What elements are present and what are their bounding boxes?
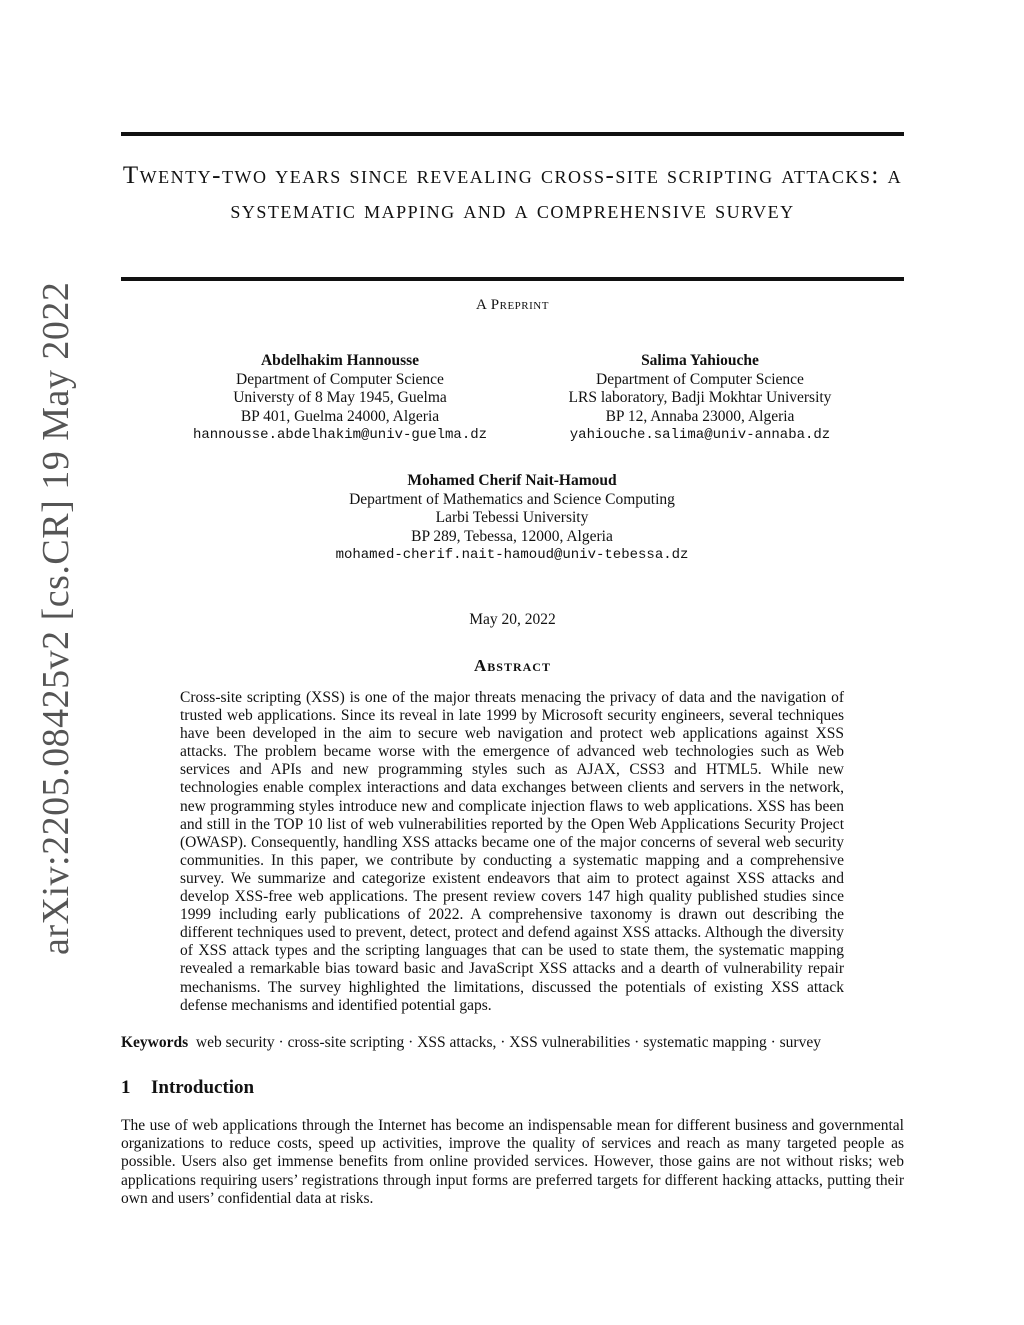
author-department: Department of Computer Science	[236, 370, 444, 388]
author-name: Mohamed Cherif Nait-Hamoud	[407, 472, 617, 489]
paper-title: Twenty-two years since revealing cross-site scripting attacks: a systematic mapping and a comprehensive survey	[122, 162, 903, 224]
keywords-list: web security · cross-site scripting · XSS attacks, · XSS vulnerabilities · systematic mapping · survey	[195, 1034, 821, 1051]
keywords-line	[121, 1034, 904, 1052]
top-rule	[121, 132, 904, 136]
author-address: BP 289, Tebessa, 12000, Algeria	[411, 527, 613, 545]
author-institution: Universty of 8 May 1945, Guelma	[233, 389, 447, 406]
author-name: Abdelhakim Hannousse	[260, 352, 420, 369]
author-block-1	[170, 352, 510, 445]
author-email[interactable]: mohamed-cherif.nait-hamoud@univ-tebessa.dz	[335, 547, 689, 563]
section-body-text: The use of web applications through the Internet has become an indispensable mean for different business and governmental organizations to reduce costs, speed up activities, improve the quality of services and reach as many targeted people as possible. Users also get immense benefits from online provided services. However, those gains are not without risks; web applications requiring users’ registrations through input forms are preferred targets for different hacking attacks, putting their own and users’ confidential data at risks.	[121, 1117, 904, 1207]
arxiv-identifier: arXiv:2205.08425v2 [cs.CR] 19 May 2022	[35, 281, 77, 955]
author-name: Salima Yahiouche	[641, 352, 759, 369]
abstract-text: Cross-site scripting (XSS) is one of the major threats menacing the privacy of data and the navigation of trusted web applications. Since its reveal in late 1999 by Microsoft security engineers, several techniques have been developed in the aim to secure web navigation and protect web applications against XSS attacks. The problem became worse with the emergence of advanced web technologies such as Web services and APIs and new programming styles such as AJAX, CSS3 and HTML5. While new technologies enable complex interactions and data exchanges between clients and servers in the network, new programming styles introduce new and complicate injection flaws to web applications. XSS has been and still in the TOP 10 list of web vulnerabilities reported by the Open Web Applications Security Project (OWASP). Consequently, handling XSS attacks became one of the major concerns of several web security communities. In this paper, we contribute by conducting a systematic mapping and a comprehensive survey. We summarize and categorize existent endeavors that aim to protect against XSS attacks and develop XSS-free web applications. The present review covers 147 high quality published studies since 1999 including early publications of 2022. A comprehensive taxonomy is drawn out describing the different techniques used to prevent, detect, protect and defend against XSS attacks. Although the diversity of XSS attack types and the scripting languages that can be used to state them, the systematic mapping revealed a remarkable bias toward basic and JavaScript XSS attacks and a dearth of vulnerability repair mechanisms. The survey highlighted the limitations, discussed the potentials of existing XSS attack defense mechanisms and identified potential gaps.	[180, 689, 844, 1014]
author-institution: LRS laboratory, Badji Mokhtar University	[568, 389, 832, 406]
author-department: Department of Computer Science	[596, 370, 804, 388]
author-department: Department of Mathematics and Science Computing	[349, 490, 675, 508]
publication-date: May 20, 2022	[469, 611, 556, 628]
section-heading	[121, 1077, 254, 1099]
preprint-label: A Preprint	[476, 297, 549, 313]
author-address: BP 401, Guelma 24000, Algeria	[240, 407, 440, 425]
keywords-label: Keywords	[121, 1034, 189, 1051]
author-email[interactable]: hannousse.abdelhakim@univ-guelma.dz	[192, 427, 488, 443]
author-block-3	[292, 472, 732, 565]
author-address: BP 12, Annaba 23000, Algeria	[605, 407, 795, 425]
section-title: Introduction	[151, 1077, 255, 1098]
title-bottom-rule	[121, 277, 904, 281]
author-email[interactable]: yahiouche.salima@univ-annaba.dz	[569, 427, 831, 443]
abstract-heading: Abstract	[474, 656, 551, 675]
section-number: 1	[121, 1077, 131, 1098]
author-block-2	[530, 352, 870, 445]
author-institution: Larbi Tebessi University	[435, 509, 589, 526]
